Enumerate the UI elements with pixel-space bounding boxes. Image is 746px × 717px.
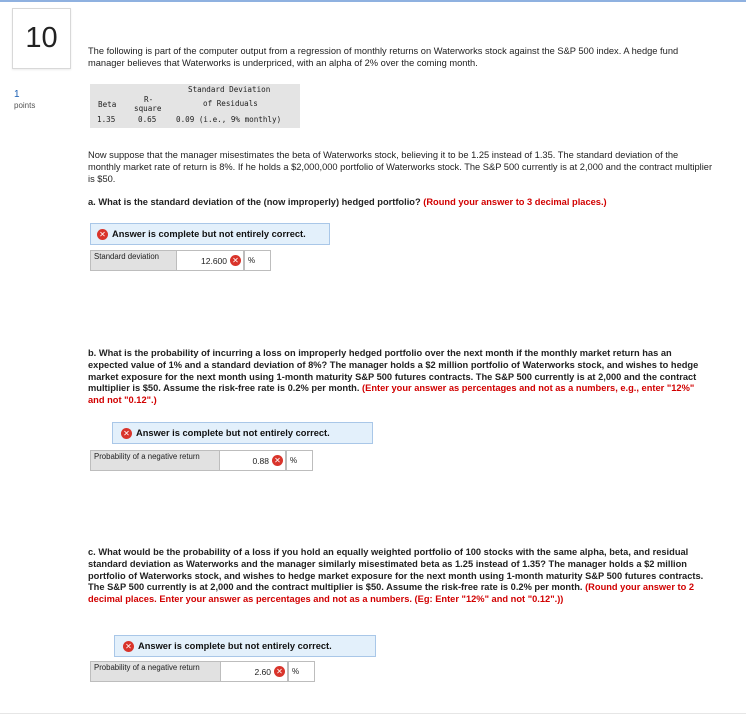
part-c-answer-input[interactable]	[221, 661, 288, 682]
part-a-text: a. What is the standard deviation of the (now improperly) hedged portfolio?	[88, 197, 421, 207]
part-c-answer-row	[90, 661, 315, 682]
points-value: 1	[14, 89, 20, 100]
points-label: points	[14, 101, 36, 110]
part-c-question	[88, 547, 713, 606]
regression-output-table	[90, 84, 300, 128]
part-b-feedback-banner	[112, 422, 373, 444]
part-c-text: c. What would be the probability of a loss if you hold an equally weighted portfolio of 100 stocks with the same alpha, beta, and residual standard deviation as Waterworks and the manager similarly misestimated beta as 1.25 instead of 1.35? The manager holds a $2 million portfolio of Waterworks stock, and wishes to hedge market exposure for the next month using 1-month maturity S&P 500 futures contracts. The S&P 500 currently is at 2,000 and the contract multiplier is $50. Assume the risk-free rate is 0.2% per month.	[88, 547, 704, 593]
part-a-answer-row	[90, 250, 271, 271]
part-c-unit: %	[288, 661, 315, 682]
x-circle-icon: ✕	[123, 641, 134, 652]
top-border	[0, 0, 746, 2]
question-intro: The following is part of the computer output from a regression of monthly returns on Waterworks stock against the S&P 500 index. A hedge fund manager believes that Waterworks is underpriced, with an alpha of 2% over the coming month.	[88, 46, 679, 68]
part-b-question	[88, 348, 713, 407]
value-sd: 0.09 (i.e., 9% monthly)	[176, 115, 282, 124]
part-a-question	[88, 197, 713, 209]
x-circle-icon: ✕	[230, 255, 241, 266]
part-c-answer-label: Probability of a negative return	[90, 661, 221, 682]
question-number: 10	[12, 8, 71, 69]
x-circle-icon: ✕	[272, 455, 283, 466]
header-r-line2: square	[134, 104, 162, 113]
part-a-feedback-banner	[90, 223, 330, 245]
header-sd-line2: of Residuals	[203, 99, 258, 108]
question-setup: Now suppose that the manager misestimates the beta of Waterworks stock, believing it to be 1.25 instead of 1.35. The standard deviation of the monthly market rate of return is 8%. If he holds a $2,000,000 portfolio of Waterworks stock. The S&P 500 currently is at 2,000 and the contract multiplier is $50.	[88, 150, 713, 184]
part-b-text: b. What is the probability of incurring a loss on improperly hedged portfolio over the next month if the monthly market return has an expected value of 1% and a standard deviation of 8%? The manager holds a $2 million portfolio of Waterworks stock, and wishes to hedge market exposure for the next month using 1-month maturity S&P 500 futures contracts. The S&P 500 currently is at 2,000 and the contract multiplier is $50. Assume the risk-free rate is 0.2% per month.	[88, 348, 699, 394]
header-r-line1: R-	[144, 95, 154, 104]
value-r-square: 0.65	[138, 115, 157, 124]
value-beta: 1.35	[97, 115, 116, 124]
header-sd-line1: Standard Deviation	[188, 85, 271, 94]
part-b-answer-input[interactable]	[220, 450, 286, 471]
part-a-unit: %	[244, 250, 271, 271]
x-circle-icon: ✕	[274, 666, 285, 677]
x-circle-icon: ✕	[121, 428, 132, 439]
part-b-instruction: (Enter your answer as percentages and not as a numbers, e.g., enter "12%" and not "0.12".)	[88, 383, 695, 406]
part-a-feedback-text: Answer is complete but not entirely correct.	[112, 229, 306, 239]
part-b-unit: %	[286, 450, 313, 471]
part-c-instruction: (Round your answer to 2 decimal places. Enter your answer as percentages and not as a numbers. (Eg: Enter "12%" and not "0.12".))	[88, 582, 695, 605]
part-c-answer-value: 2.60	[254, 666, 271, 677]
part-a-answer-label: Standard deviation	[90, 250, 177, 271]
part-a-answer-value: 12.600	[201, 255, 227, 266]
part-b-feedback-text: Answer is complete but not entirely correct.	[136, 428, 330, 438]
header-beta: Beta	[98, 100, 117, 109]
part-b-answer-row	[90, 450, 313, 471]
part-a-answer-input[interactable]	[177, 250, 244, 271]
part-b-answer-value: 0.88	[252, 455, 269, 466]
x-circle-icon: ✕	[97, 229, 108, 240]
part-c-feedback-text: Answer is complete but not entirely correct.	[138, 641, 332, 651]
part-c-feedback-banner	[114, 635, 376, 657]
part-b-answer-label: Probability of a negative return	[90, 450, 220, 471]
bottom-divider	[0, 713, 746, 714]
part-a-instruction: (Round your answer to 3 decimal places.)	[423, 197, 607, 207]
